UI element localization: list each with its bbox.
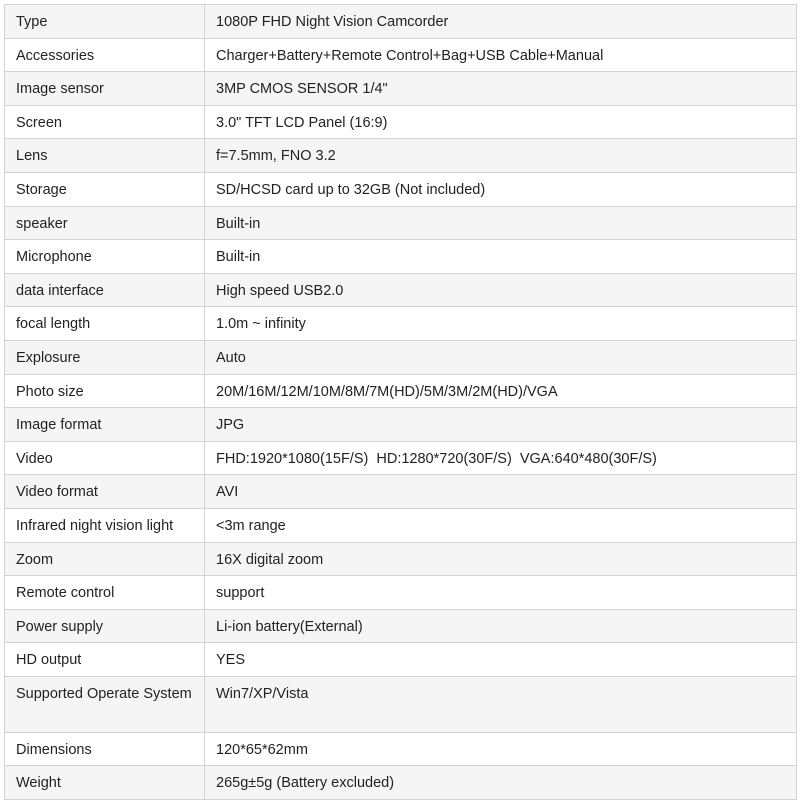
spec-label: Image sensor — [5, 72, 205, 106]
spec-label: Supported Operate System — [5, 676, 205, 732]
table-row — [5, 172, 797, 206]
spec-value: 3MP CMOS SENSOR 1/4" — [205, 72, 797, 106]
spec-value: SD/HCSD card up to 32GB (Not included) — [205, 172, 797, 206]
spec-label: Zoom — [5, 542, 205, 576]
spec-value: High speed USB2.0 — [205, 273, 797, 307]
spec-label: Video — [5, 441, 205, 475]
spec-value: Li-ion battery(External) — [205, 609, 797, 643]
spec-value: Built-in — [205, 206, 797, 240]
table-row — [5, 273, 797, 307]
spec-value: 265g±5g (Battery excluded) — [205, 766, 797, 800]
spec-label: Remote control — [5, 576, 205, 610]
table-row — [5, 441, 797, 475]
spec-label: HD output — [5, 643, 205, 677]
spec-label: data interface — [5, 273, 205, 307]
table-row — [5, 240, 797, 274]
spec-label: Lens — [5, 139, 205, 173]
spec-label: Explosure — [5, 340, 205, 374]
table-row — [5, 72, 797, 106]
table-row — [5, 732, 797, 766]
spec-label: Video format — [5, 475, 205, 509]
spec-label: Image format — [5, 408, 205, 442]
table-row — [5, 766, 797, 800]
spec-value: f=7.5mm, FNO 3.2 — [205, 139, 797, 173]
table-row — [5, 408, 797, 442]
table-row — [5, 139, 797, 173]
spec-value: <3m range — [205, 508, 797, 542]
spec-label: Accessories — [5, 38, 205, 72]
table-row — [5, 475, 797, 509]
table-row — [5, 676, 797, 732]
spec-label: Photo size — [5, 374, 205, 408]
spec-value: Charger+Battery+Remote Control+Bag+USB Cable+Manual — [205, 38, 797, 72]
table-row — [5, 643, 797, 677]
spec-value: 3.0" TFT LCD Panel (16:9) — [205, 105, 797, 139]
spec-value: Win7/XP/Vista — [205, 676, 797, 732]
spec-value: 1080P FHD Night Vision Camcorder — [205, 5, 797, 39]
spec-value: JPG — [205, 408, 797, 442]
table-row — [5, 542, 797, 576]
table-row — [5, 105, 797, 139]
table-row — [5, 38, 797, 72]
spec-table — [4, 4, 797, 800]
spec-value: AVI — [205, 475, 797, 509]
spec-value: YES — [205, 643, 797, 677]
spec-value: 1.0m ~ infinity — [205, 307, 797, 341]
spec-label: speaker — [5, 206, 205, 240]
table-row — [5, 609, 797, 643]
spec-label: Microphone — [5, 240, 205, 274]
spec-value: FHD:1920*1080(15F/S) HD:1280*720(30F/S) VGA:640*480(30F/S) — [205, 441, 797, 475]
spec-label: Screen — [5, 105, 205, 139]
spec-label: focal length — [5, 307, 205, 341]
table-row — [5, 5, 797, 39]
spec-value: 120*65*62mm — [205, 732, 797, 766]
spec-label: Power supply — [5, 609, 205, 643]
table-row — [5, 307, 797, 341]
table-row — [5, 374, 797, 408]
spec-value: support — [205, 576, 797, 610]
spec-value: 16X digital zoom — [205, 542, 797, 576]
table-row — [5, 508, 797, 542]
spec-label: Storage — [5, 172, 205, 206]
spec-value: Auto — [205, 340, 797, 374]
table-row — [5, 206, 797, 240]
spec-value: 20M/16M/12M/10M/8M/7M(HD)/5M/3M/2M(HD)/VGA — [205, 374, 797, 408]
spec-value: Built-in — [205, 240, 797, 274]
spec-label: Weight — [5, 766, 205, 800]
spec-label: Type — [5, 5, 205, 39]
spec-label: Infrared night vision light — [5, 508, 205, 542]
spec-label: Dimensions — [5, 732, 205, 766]
table-row — [5, 576, 797, 610]
table-row — [5, 340, 797, 374]
